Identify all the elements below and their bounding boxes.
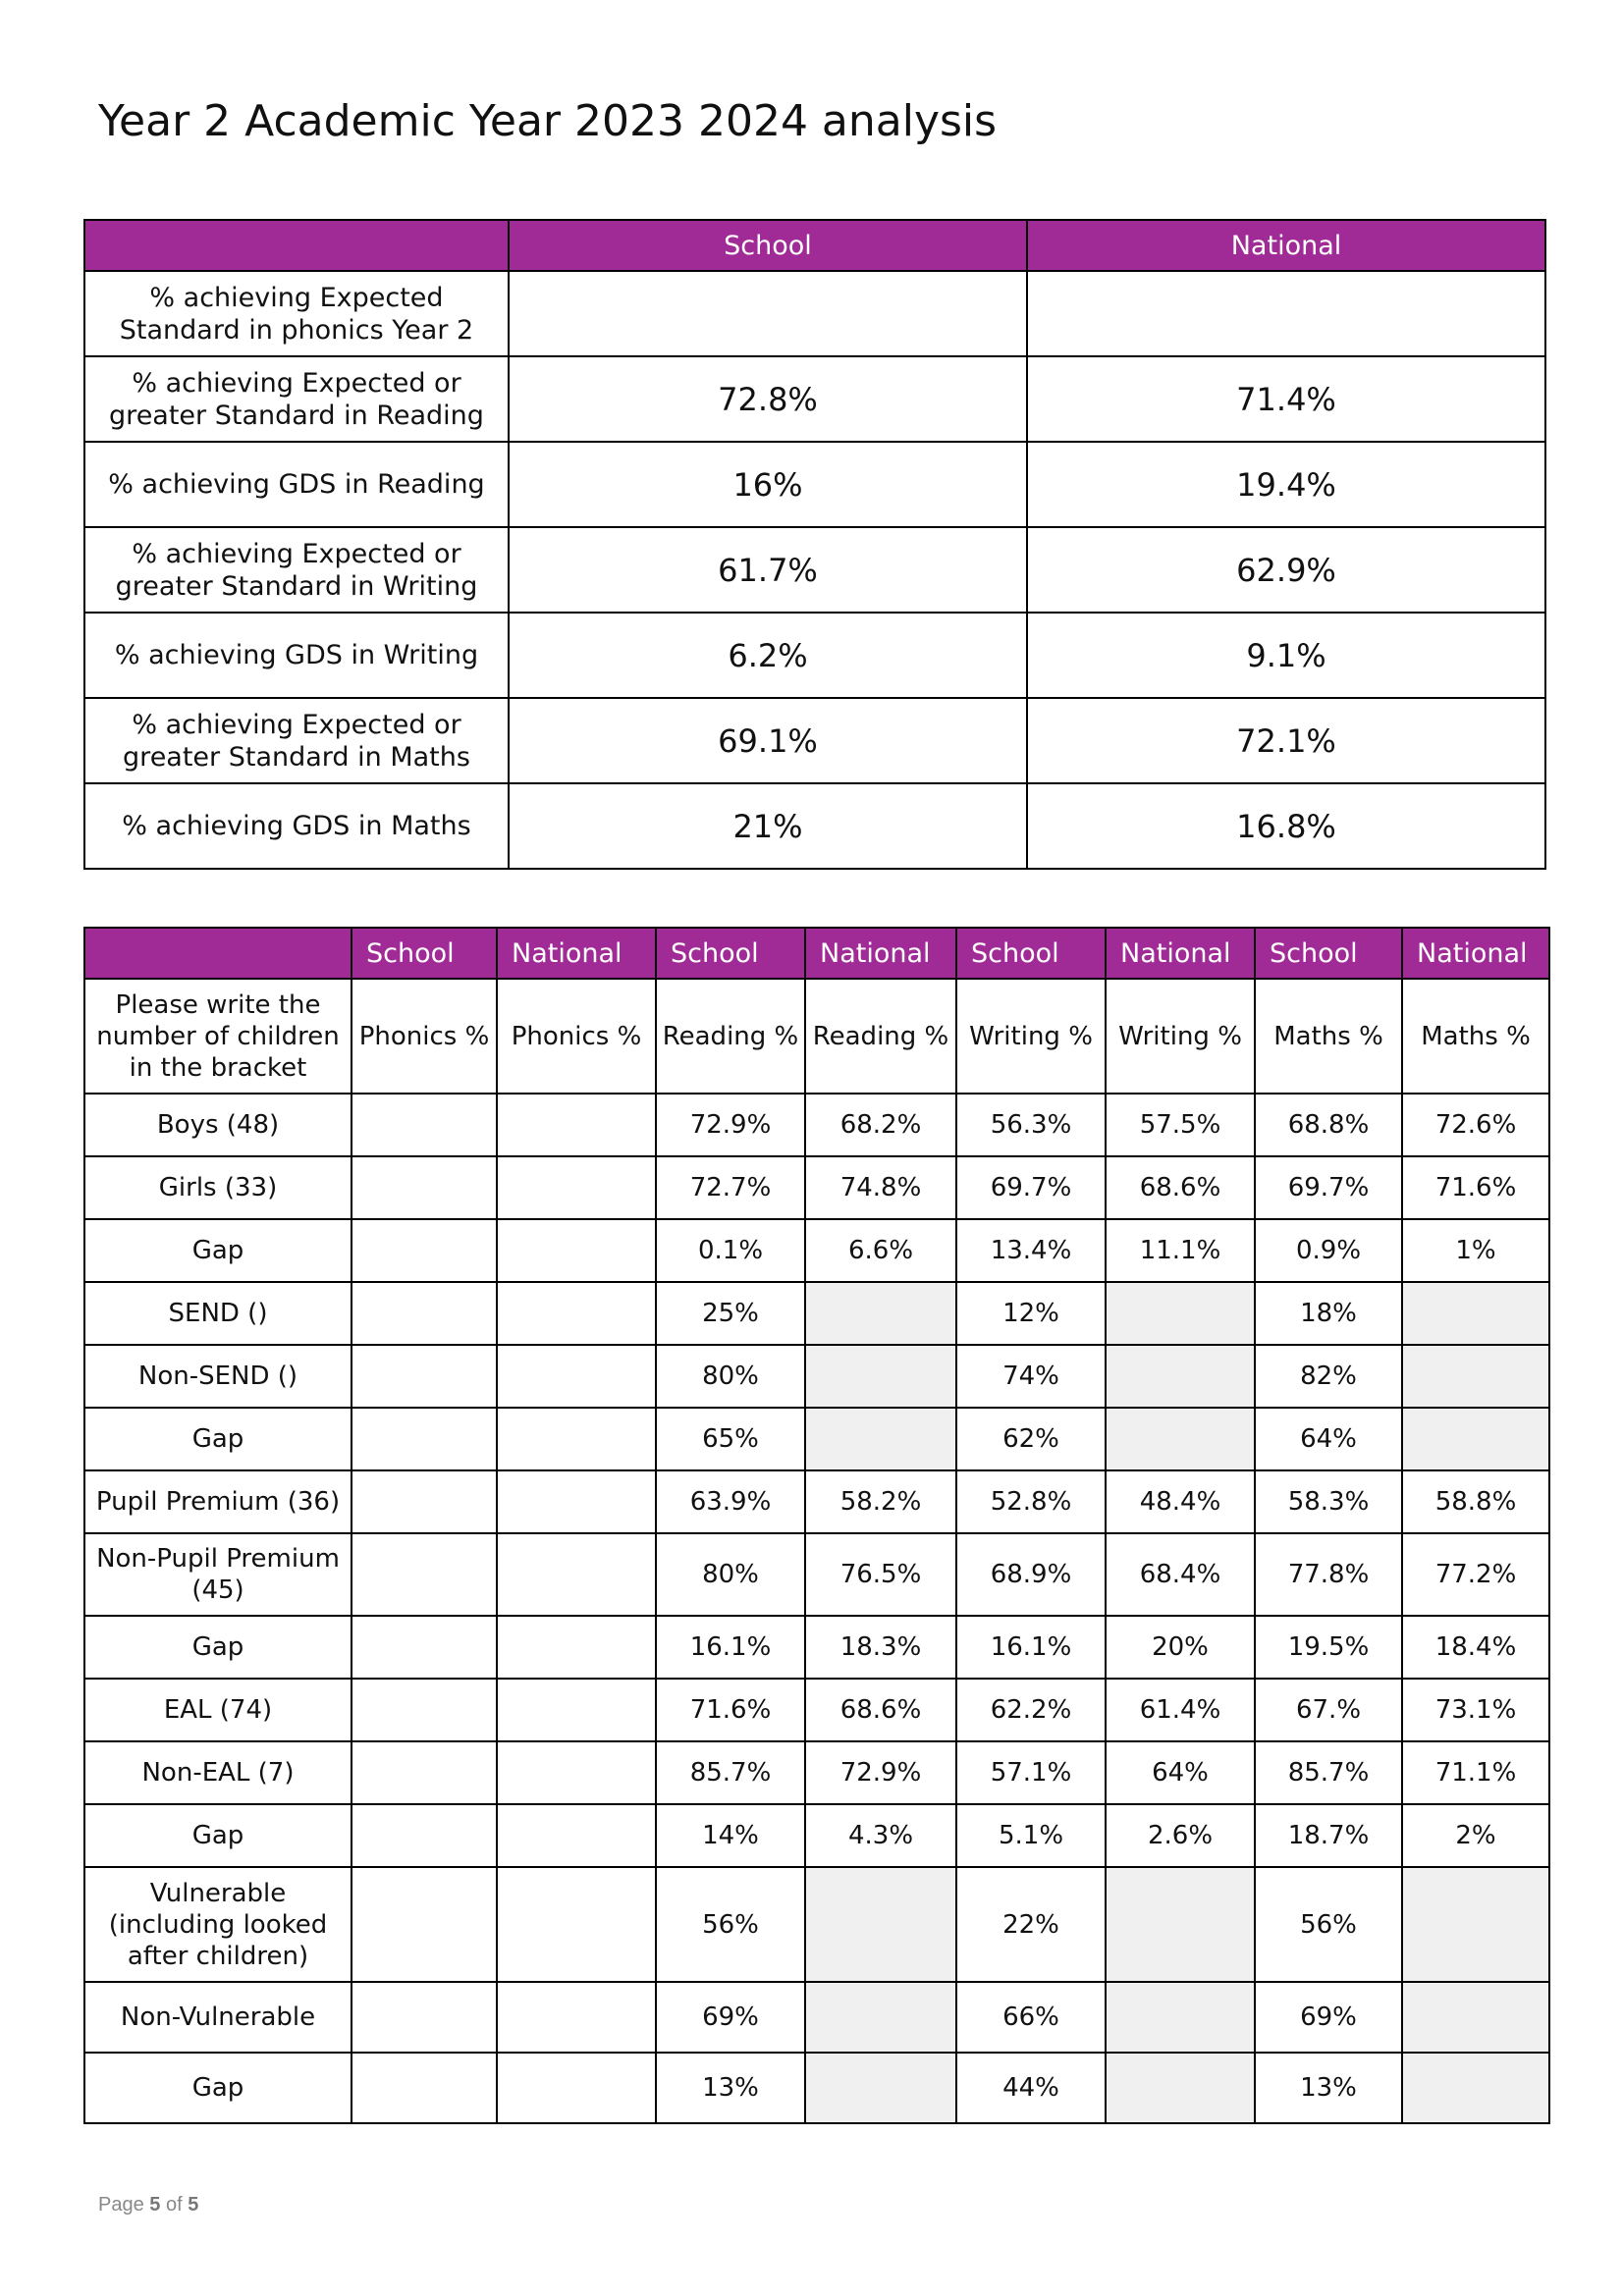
row-label: % achieving GDS in Maths xyxy=(84,783,509,869)
subheader-cell: Reading % xyxy=(656,979,805,1094)
school-value: 72.8% xyxy=(509,356,1027,442)
data-cell xyxy=(352,1804,497,1867)
header-national: National xyxy=(1027,220,1545,271)
current-page: 5 xyxy=(149,2194,161,2216)
school-value: 6.2% xyxy=(509,613,1027,698)
data-cell: 72.7% xyxy=(656,1156,805,1219)
data-cell xyxy=(1106,1867,1255,1982)
group-label: Non-Pupil Premium (45) xyxy=(84,1533,352,1616)
subheader-cell: Maths % xyxy=(1255,979,1402,1094)
data-cell: 0.1% xyxy=(656,1219,805,1282)
data-cell xyxy=(497,2053,656,2123)
data-cell xyxy=(1106,1982,1255,2053)
data-cell xyxy=(1106,2053,1255,2123)
data-cell: 73.1% xyxy=(1402,1679,1549,1741)
row-label: % achieving Expected or greater Standard in Reading xyxy=(84,356,509,442)
data-cell: 1% xyxy=(1402,1219,1549,1282)
summary-table xyxy=(83,219,1546,870)
data-cell: 22% xyxy=(956,1867,1106,1982)
table-row xyxy=(84,1094,1549,1156)
national-value: 71.4% xyxy=(1027,356,1545,442)
data-cell xyxy=(497,1219,656,1282)
summary-row xyxy=(84,527,1545,613)
row-label: % achieving Expected Standard in phonics Year 2 xyxy=(84,271,509,356)
data-cell xyxy=(497,1282,656,1345)
row-label: % achieving GDS in Reading xyxy=(84,442,509,527)
header-blank xyxy=(84,928,352,979)
table-row xyxy=(84,2053,1549,2123)
header-writing-school: School xyxy=(956,928,1106,979)
group-breakdown-table xyxy=(83,927,1550,2124)
data-cell: 57.5% xyxy=(1106,1094,1255,1156)
header-phonics-national: National xyxy=(497,928,656,979)
data-cell: 72.6% xyxy=(1402,1094,1549,1156)
data-cell: 66% xyxy=(956,1982,1106,2053)
school-value: 61.7% xyxy=(509,527,1027,613)
data-cell: 69.7% xyxy=(956,1156,1106,1219)
data-cell xyxy=(1106,1282,1255,1345)
data-cell: 68.9% xyxy=(956,1533,1106,1616)
data-cell xyxy=(1402,1982,1549,2053)
total-pages: 5 xyxy=(188,2194,199,2216)
group-label: Gap xyxy=(84,1408,352,1470)
data-cell: 56% xyxy=(656,1867,805,1982)
data-cell: 44% xyxy=(956,2053,1106,2123)
breakdown-header-row xyxy=(84,928,1549,979)
header-school: School xyxy=(509,220,1027,271)
data-cell xyxy=(497,1982,656,2053)
group-label: Gap xyxy=(84,1616,352,1679)
group-label: Pupil Premium (36) xyxy=(84,1470,352,1533)
header-blank xyxy=(84,220,509,271)
data-cell: 16.1% xyxy=(656,1616,805,1679)
data-cell xyxy=(1106,1408,1255,1470)
data-cell xyxy=(805,2053,956,2123)
subheader-cell: Maths % xyxy=(1402,979,1549,1094)
data-cell: 67.% xyxy=(1255,1679,1402,1741)
data-cell: 62.2% xyxy=(956,1679,1106,1741)
data-cell: 4.3% xyxy=(805,1804,956,1867)
group-label: Gap xyxy=(84,1804,352,1867)
national-value xyxy=(1027,271,1545,356)
data-cell: 77.8% xyxy=(1255,1533,1402,1616)
data-cell: 2.6% xyxy=(1106,1804,1255,1867)
summary-header-row xyxy=(84,220,1545,271)
data-cell: 80% xyxy=(656,1345,805,1408)
data-cell: 68.6% xyxy=(805,1679,956,1741)
data-cell: 18.7% xyxy=(1255,1804,1402,1867)
data-cell: 71.1% xyxy=(1402,1741,1549,1804)
school-value: 21% xyxy=(509,783,1027,869)
data-cell: 74% xyxy=(956,1345,1106,1408)
data-cell: 61.4% xyxy=(1106,1679,1255,1741)
table-row xyxy=(84,1470,1549,1533)
data-cell: 20% xyxy=(1106,1616,1255,1679)
row-label: % achieving Expected or greater Standard in Writing xyxy=(84,527,509,613)
data-cell: 68.2% xyxy=(805,1094,956,1156)
header-reading-school: School xyxy=(656,928,805,979)
table-row xyxy=(84,1867,1549,1982)
data-cell: 11.1% xyxy=(1106,1219,1255,1282)
group-label: Gap xyxy=(84,2053,352,2123)
page-title: Year 2 Academic Year 2023 2024 analysis xyxy=(98,96,998,146)
data-cell: 0.9% xyxy=(1255,1219,1402,1282)
data-cell xyxy=(352,1219,497,1282)
data-cell: 13% xyxy=(656,2053,805,2123)
data-cell: 69.7% xyxy=(1255,1156,1402,1219)
data-cell xyxy=(497,1616,656,1679)
table-row xyxy=(84,1616,1549,1679)
footer-sep: of xyxy=(160,2194,189,2216)
summary-row xyxy=(84,356,1545,442)
data-cell xyxy=(352,1408,497,1470)
data-cell xyxy=(352,1345,497,1408)
group-label: Girls (33) xyxy=(84,1156,352,1219)
table-row xyxy=(84,1408,1549,1470)
data-cell: 5.1% xyxy=(956,1804,1106,1867)
data-cell: 80% xyxy=(656,1533,805,1616)
data-cell: 85.7% xyxy=(1255,1741,1402,1804)
group-label: Non-EAL (7) xyxy=(84,1741,352,1804)
group-label: Gap xyxy=(84,1219,352,1282)
data-cell: 82% xyxy=(1255,1345,1402,1408)
data-cell: 76.5% xyxy=(805,1533,956,1616)
table-row xyxy=(84,1345,1549,1408)
data-cell xyxy=(805,1282,956,1345)
national-value: 72.1% xyxy=(1027,698,1545,783)
data-cell xyxy=(352,1470,497,1533)
data-cell: 14% xyxy=(656,1804,805,1867)
data-cell xyxy=(352,2053,497,2123)
header-maths-national: National xyxy=(1402,928,1549,979)
school-value: 16% xyxy=(509,442,1027,527)
data-cell xyxy=(497,1470,656,1533)
summary-row xyxy=(84,442,1545,527)
data-cell xyxy=(352,1679,497,1741)
data-cell: 65% xyxy=(656,1408,805,1470)
table-row xyxy=(84,1156,1549,1219)
group-label: Boys (48) xyxy=(84,1094,352,1156)
header-writing-national: National xyxy=(1106,928,1255,979)
data-cell xyxy=(352,1156,497,1219)
data-cell: 58.8% xyxy=(1402,1470,1549,1533)
data-cell xyxy=(497,1804,656,1867)
data-cell: 72.9% xyxy=(805,1741,956,1804)
data-cell: 64% xyxy=(1106,1741,1255,1804)
row-label: % achieving GDS in Writing xyxy=(84,613,509,698)
data-cell: 69% xyxy=(656,1982,805,2053)
subheader-cell: Writing % xyxy=(1106,979,1255,1094)
data-cell xyxy=(1402,1345,1549,1408)
data-cell: 68.8% xyxy=(1255,1094,1402,1156)
table-row xyxy=(84,1982,1549,2053)
data-cell: 74.8% xyxy=(805,1156,956,1219)
data-cell xyxy=(1106,1345,1255,1408)
page-footer xyxy=(98,2194,198,2216)
data-cell: 48.4% xyxy=(1106,1470,1255,1533)
data-cell xyxy=(497,1408,656,1470)
data-cell: 58.2% xyxy=(805,1470,956,1533)
data-cell: 58.3% xyxy=(1255,1470,1402,1533)
data-cell: 16.1% xyxy=(956,1616,1106,1679)
table-row xyxy=(84,1804,1549,1867)
data-cell: 2% xyxy=(1402,1804,1549,1867)
header-reading-national: National xyxy=(805,928,956,979)
data-cell: 18.4% xyxy=(1402,1616,1549,1679)
school-value xyxy=(509,271,1027,356)
data-cell: 85.7% xyxy=(656,1741,805,1804)
summary-row xyxy=(84,698,1545,783)
group-label: Non-Vulnerable xyxy=(84,1982,352,2053)
data-cell: 13% xyxy=(1255,2053,1402,2123)
data-cell: 69% xyxy=(1255,1982,1402,2053)
data-cell: 25% xyxy=(656,1282,805,1345)
data-cell: 6.6% xyxy=(805,1219,956,1282)
data-cell: 64% xyxy=(1255,1408,1402,1470)
data-cell xyxy=(497,1156,656,1219)
data-cell: 77.2% xyxy=(1402,1533,1549,1616)
table-row xyxy=(84,1282,1549,1345)
data-cell xyxy=(805,1408,956,1470)
table-row xyxy=(84,1741,1549,1804)
data-cell: 56.3% xyxy=(956,1094,1106,1156)
data-cell xyxy=(352,1282,497,1345)
subheader-cell: Phonics % xyxy=(352,979,497,1094)
national-value: 16.8% xyxy=(1027,783,1545,869)
national-value: 19.4% xyxy=(1027,442,1545,527)
data-cell xyxy=(1402,1408,1549,1470)
data-cell: 71.6% xyxy=(656,1679,805,1741)
subheader-cell: Phonics % xyxy=(497,979,656,1094)
data-cell: 12% xyxy=(956,1282,1106,1345)
data-cell: 57.1% xyxy=(956,1741,1106,1804)
data-cell xyxy=(497,1533,656,1616)
header-maths-school: School xyxy=(1255,928,1402,979)
summary-row xyxy=(84,271,1545,356)
data-cell xyxy=(352,1616,497,1679)
data-cell: 52.8% xyxy=(956,1470,1106,1533)
summary-row xyxy=(84,783,1545,869)
footer-prefix: Page xyxy=(98,2194,150,2216)
data-cell: 68.4% xyxy=(1106,1533,1255,1616)
data-cell xyxy=(497,1345,656,1408)
data-cell xyxy=(352,1867,497,1982)
data-cell xyxy=(352,1094,497,1156)
summary-row xyxy=(84,613,1545,698)
national-value: 62.9% xyxy=(1027,527,1545,613)
table-row xyxy=(84,1679,1549,1741)
group-label: SEND () xyxy=(84,1282,352,1345)
data-cell xyxy=(805,1982,956,2053)
data-cell: 18.3% xyxy=(805,1616,956,1679)
group-label: Vulnerable (including looked after children) xyxy=(84,1867,352,1982)
data-cell: 18% xyxy=(1255,1282,1402,1345)
table-row xyxy=(84,1219,1549,1282)
group-label: EAL (74) xyxy=(84,1679,352,1741)
data-cell xyxy=(497,1679,656,1741)
data-cell: 71.6% xyxy=(1402,1156,1549,1219)
data-cell xyxy=(1402,2053,1549,2123)
data-cell: 13.4% xyxy=(956,1219,1106,1282)
data-cell xyxy=(497,1094,656,1156)
data-cell xyxy=(497,1741,656,1804)
data-cell xyxy=(497,1867,656,1982)
subheader-cell: Reading % xyxy=(805,979,956,1094)
table-row xyxy=(84,1533,1549,1616)
school-value: 69.1% xyxy=(509,698,1027,783)
data-cell: 56% xyxy=(1255,1867,1402,1982)
row-label: % achieving Expected or greater Standard in Maths xyxy=(84,698,509,783)
data-cell xyxy=(1402,1867,1549,1982)
data-cell xyxy=(1402,1282,1549,1345)
data-cell: 62% xyxy=(956,1408,1106,1470)
data-cell: 72.9% xyxy=(656,1094,805,1156)
data-cell: 63.9% xyxy=(656,1470,805,1533)
data-cell xyxy=(805,1345,956,1408)
group-label: Non-SEND () xyxy=(84,1345,352,1408)
data-cell xyxy=(352,1982,497,2053)
data-cell xyxy=(352,1741,497,1804)
data-cell xyxy=(352,1533,497,1616)
header-phonics-school: School xyxy=(352,928,497,979)
national-value: 9.1% xyxy=(1027,613,1545,698)
data-cell: 68.6% xyxy=(1106,1156,1255,1219)
breakdown-subheader-row xyxy=(84,979,1549,1094)
instruction-cell: Please write the number of children in the bracket xyxy=(84,979,352,1094)
data-cell xyxy=(805,1867,956,1982)
subheader-cell: Writing % xyxy=(956,979,1106,1094)
data-cell: 19.5% xyxy=(1255,1616,1402,1679)
